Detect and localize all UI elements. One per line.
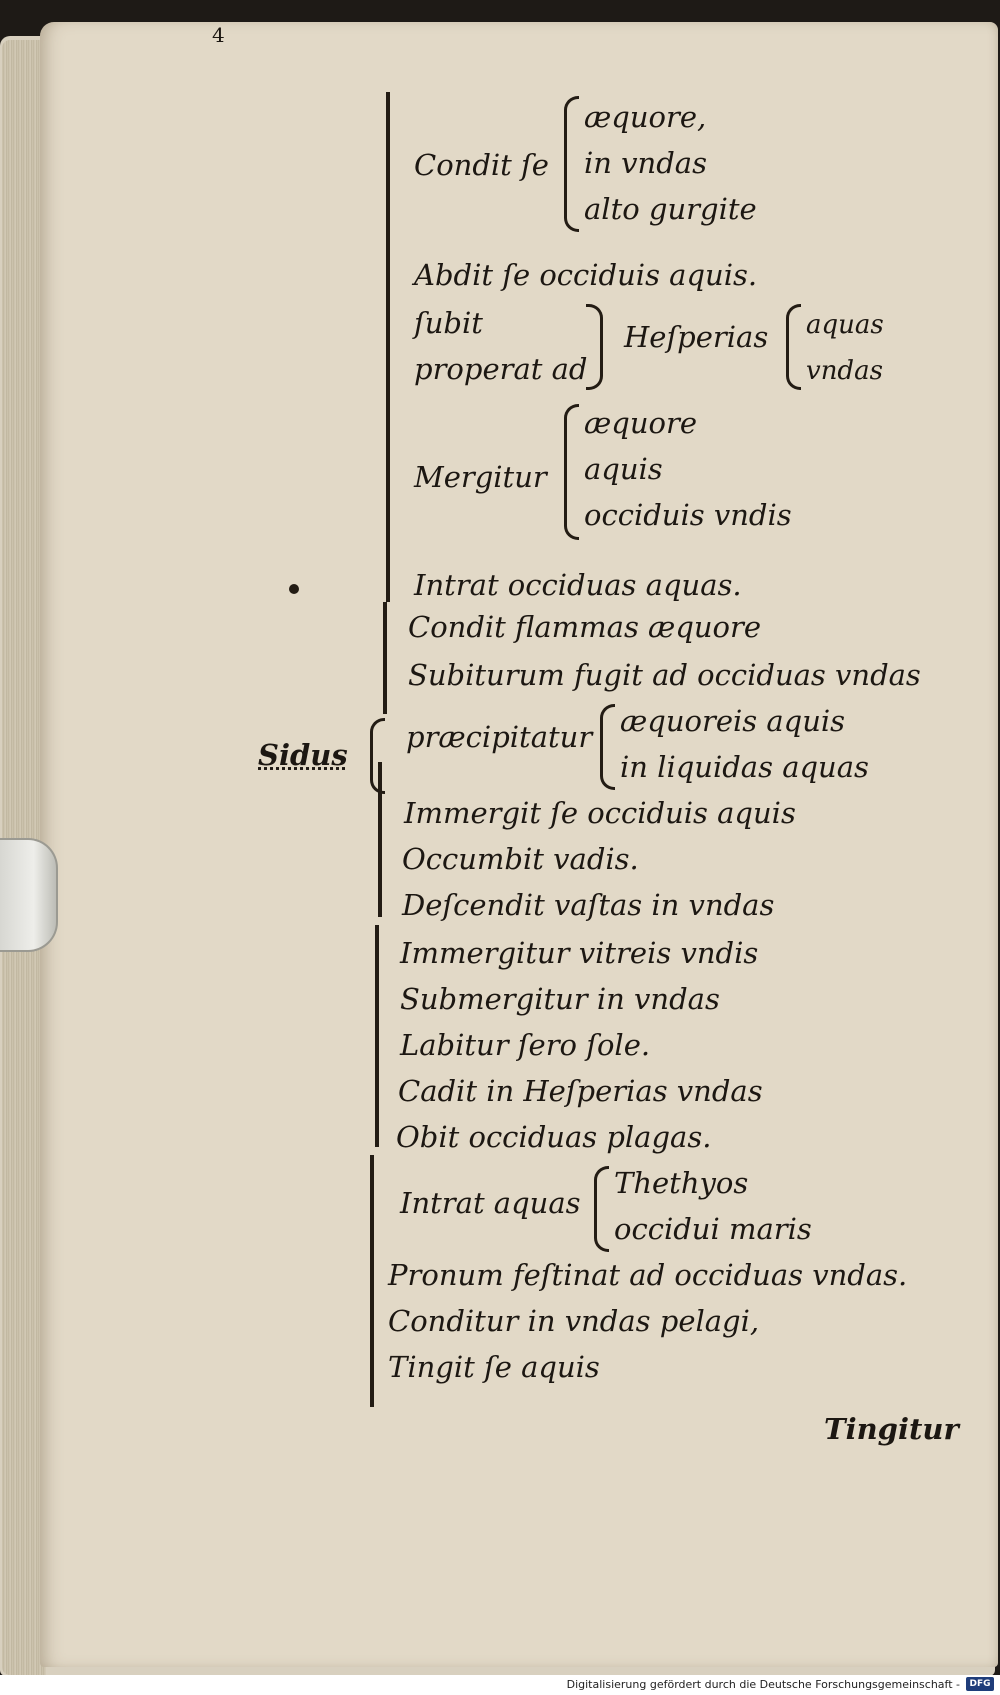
brace-condit <box>564 96 579 232</box>
bullet-mark <box>289 584 299 594</box>
line-condit-se: Condit ſe <box>414 148 549 182</box>
line-thethyos: Thethyos <box>614 1166 749 1200</box>
line-submergitur: Submergitur in vndas <box>400 982 720 1016</box>
line-praecipitatur: præcipitatur <box>406 720 593 754</box>
brace-sidus <box>370 718 385 794</box>
header-mark: 4 <box>212 23 225 47</box>
brace-mergitur <box>564 404 579 540</box>
line-immergit-se: Immergit ſe occiduis aquis <box>404 796 796 830</box>
vertical-rule-4 <box>375 925 379 1147</box>
catchword: Tingitur <box>824 1412 959 1446</box>
line-abdit: Abdit ſe occiduis aquis. <box>414 258 758 292</box>
line-tingit: Tingit ſe aquis <box>388 1350 600 1384</box>
line-vndas-1: vndas <box>806 356 883 386</box>
line-in-liquidas: in liquidas aquas <box>620 750 869 784</box>
line-obit: Obit occiduas plagas. <box>396 1120 712 1154</box>
line-aquis-1: aquis <box>584 452 663 486</box>
vertical-rule-2 <box>383 602 387 714</box>
footer-credit: Digitalisierung gefördert durch die Deutsche Forschungsgemeinschaft - <box>566 1678 960 1691</box>
line-condit-flammas: Condit flammas æquore <box>408 610 762 644</box>
line-properat-ad: properat ad <box>414 352 588 386</box>
brace-hesperias <box>786 304 801 390</box>
line-conditur: Conditur in vndas pelagi, <box>388 1304 760 1338</box>
line-occidui-maris: occidui maris <box>614 1212 812 1246</box>
line-intrat-aquas: Intrat aquas <box>400 1186 581 1220</box>
line-labitur: Labitur ſero ſole. <box>400 1028 651 1062</box>
line-aequoreis-aquis: æquoreis aquis <box>620 704 846 738</box>
line-pronum: Pronum feſtinat ad occiduas vndas. <box>388 1258 908 1292</box>
line-alto-gurgite: alto gurgite <box>584 192 757 226</box>
vertical-rule-5 <box>370 1155 374 1407</box>
line-subiturum: Subiturum fugit ad occiduas vndas <box>408 658 921 692</box>
left-label-sidus: Sidus <box>258 738 348 772</box>
line-aquas-1: aquas <box>806 310 884 340</box>
brace-subit <box>586 304 603 390</box>
line-hesperias: Heſperias <box>624 320 769 354</box>
line-descendit: Deſcendit vaſtas in vndas <box>402 888 775 922</box>
line-aequore-2: æquore <box>584 406 697 440</box>
line-occiduis-vndis: occiduis vndis <box>584 498 792 532</box>
main-vertical-rule <box>386 92 390 602</box>
brace-intrat-aquas <box>594 1166 609 1252</box>
brace-praecipitatur <box>600 704 615 790</box>
clip-tab <box>0 838 58 952</box>
line-cadit: Cadit in Heſperias vndas <box>398 1074 763 1108</box>
dfg-logo: DFG <box>966 1677 994 1691</box>
line-mergitur: Mergitur <box>414 460 547 494</box>
line-immergitur: Immergitur vitreis vndis <box>400 936 759 970</box>
line-occumbit: Occumbit vadis. <box>402 842 639 876</box>
line-intrat-occiduas: Intrat occiduas aquas. <box>414 568 742 602</box>
line-subit: ſubit <box>414 306 483 340</box>
line-in-vndas-1: in vndas <box>584 146 707 180</box>
line-aequore-1: æquore, <box>584 100 707 134</box>
